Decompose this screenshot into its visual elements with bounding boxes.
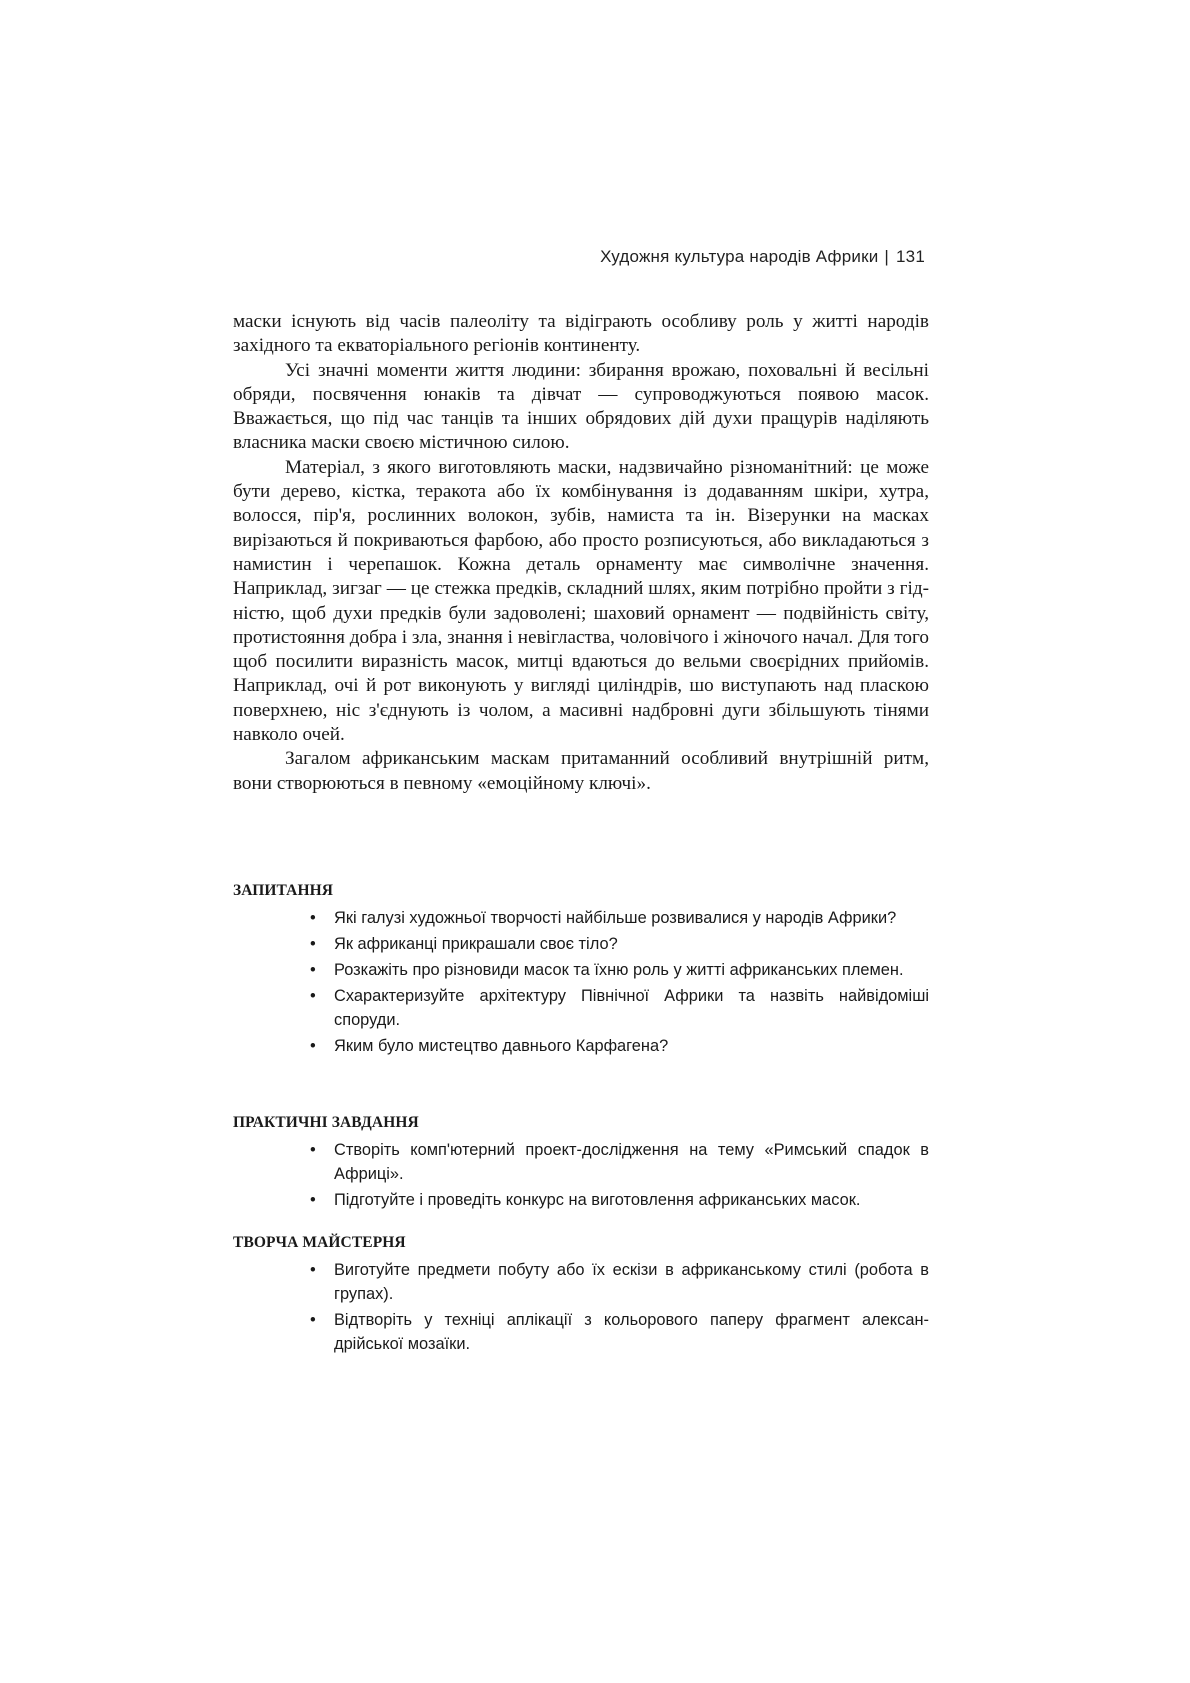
bullet-icon: • bbox=[310, 1037, 316, 1055]
practical-tasks-section bbox=[233, 1114, 929, 1214]
list-item-text: Виготуйте предмети побуту або їх ескізи в африканському стилі (робота в групах). bbox=[334, 1261, 929, 1303]
list-item-text: Схарактеризуйте архітектуру Північної Африки та назвіть найвідоміші споруди. bbox=[334, 987, 929, 1029]
header-separator: | bbox=[884, 247, 890, 266]
bullet-icon: • bbox=[310, 987, 316, 1005]
list-item bbox=[307, 932, 929, 956]
list-item-text: Як африканці прикрашали своє тіло? bbox=[334, 935, 618, 953]
list-item bbox=[307, 1308, 929, 1356]
bullet-icon: • bbox=[310, 1141, 316, 1159]
paragraph: Матеріал, з якого виготовляють маски, надзвичайно різноманітний: це може бути дерево, кістка, теракота або їх комбінування із додаванням шкіри, хутра, волосся, пір'я, рослинних волокон, зубів, намиста та ін. Візерунки на масках вирізаються й покриваються фарбою, або просто розписуються, або викладаються з намистин і черепашок. Кожна деталь орнаменту має символічне значення. Наприклад, зигзаг — це стежка предків, складний шлях, яким потрібно пройти з гідністю, щоб духи предків були задоволені; шаховий орнамент — подвійність світу, протистояння добра і зла, знання і невігластва, чоловічого і жіночого начал. Для того щоб посилити виразність масок, митці вдаються до вельми своєрідних прийомів. Наприклад, очі й рот виконують у вигляді циліндрів, шо виступають над пласкою поверхнею, ніс з'єднують із чолом, а масивні надбровні дуги збільшують тінями навколо очей. bbox=[233, 456, 929, 746]
running-header bbox=[600, 247, 925, 267]
questions-list bbox=[233, 906, 929, 1058]
creative-list bbox=[233, 1258, 929, 1356]
list-item bbox=[307, 1138, 929, 1186]
list-item-text: Підготуйте і проведіть конкурс на виготовлення африканських масок. bbox=[334, 1191, 861, 1209]
questions-section bbox=[233, 882, 929, 1060]
list-item bbox=[307, 958, 929, 982]
page-number: 131 bbox=[896, 247, 925, 266]
main-text bbox=[233, 310, 929, 796]
list-item-text: Відтворіть у техніці аплікації з кольорового паперу фрагмент александрійської мозаїки. bbox=[334, 1311, 929, 1353]
practical-list bbox=[233, 1138, 929, 1212]
section-title-questions: ЗАПИТАННЯ bbox=[233, 882, 334, 899]
section-title-creative: ТВОРЧА МАЙСТЕРНЯ bbox=[233, 1234, 406, 1251]
section-title-practical: ПРАКТИЧНІ ЗАВДАННЯ bbox=[233, 1114, 419, 1131]
creative-workshop-section bbox=[233, 1234, 929, 1358]
bullet-icon: • bbox=[310, 1261, 316, 1279]
list-item bbox=[307, 906, 929, 930]
paragraph: Загалом африканським маскам притаманний особливий внутрішній ритм, вони створюються в певному «емоційному ключі». bbox=[233, 748, 929, 794]
list-item-text: Яким було мистецтво давнього Карфагена? bbox=[334, 1037, 669, 1055]
bullet-icon: • bbox=[310, 1311, 316, 1329]
list-item-text: Створіть комп'ютерний проект-дослідження на тему «Римський спадок в Африці». bbox=[334, 1141, 929, 1183]
list-item-text: Які галузі художньої творчості найбільше розвивалися у народів Африки? bbox=[334, 909, 897, 927]
list-item-text: Розкажіть про різновиди масок та їхню роль у житті африканських племен. bbox=[334, 961, 904, 979]
list-item bbox=[307, 1188, 929, 1212]
bullet-icon: • bbox=[310, 935, 316, 953]
list-item bbox=[307, 1258, 929, 1306]
paragraph-continued: маски існують від часів палеоліту та відіграють особливу роль у житті народів західного та екваторіального регіонів континенту. bbox=[233, 311, 929, 357]
list-item bbox=[307, 984, 929, 1032]
paragraph: Усі значні моменти життя людини: збирання врожаю, поховальні й весільні обряди, посвячення юнаків та дівчат — супроводжуються появою масок. Вважається, що під час танців та інших обрядових дій духи пращурів наділяють власника маски своєю містичною силою. bbox=[233, 359, 929, 454]
bullet-icon: • bbox=[310, 909, 316, 927]
list-item bbox=[307, 1034, 929, 1058]
running-title: Художня культура народів Африки bbox=[600, 247, 879, 266]
bullet-icon: • bbox=[310, 1191, 316, 1209]
bullet-icon: • bbox=[310, 961, 316, 979]
